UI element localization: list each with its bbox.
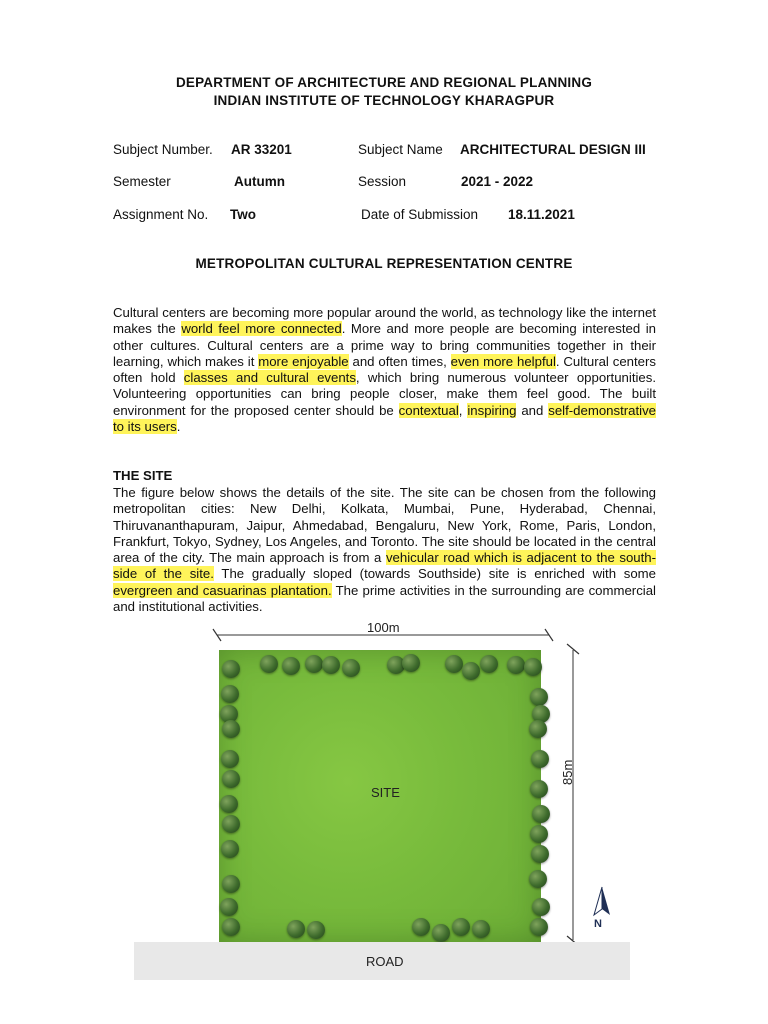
intro-text: .	[176, 419, 181, 435]
tree-icon	[222, 815, 240, 833]
semester-label: Semester	[113, 174, 171, 189]
subject-number-label: Subject Number.	[113, 142, 213, 157]
tree-icon	[220, 795, 238, 813]
north-label: N	[594, 918, 602, 930]
tree-icon	[472, 920, 490, 938]
site-plan-figure	[112, 620, 632, 990]
tree-icon	[222, 660, 240, 678]
intro-highlight: inspiring	[467, 402, 517, 418]
institute-heading: INDIAN INSTITUTE OF TECHNOLOGY KHARAGPUR	[213, 93, 555, 108]
tree-icon	[530, 825, 548, 843]
tree-plantation	[112, 620, 632, 990]
intro-text: Cultural centers are becoming more popular around the world, as technology like the internet makes the	[113, 305, 656, 337]
site-label: SITE	[371, 785, 400, 800]
tree-icon	[432, 924, 450, 942]
tree-icon	[530, 688, 548, 706]
tree-icon	[530, 780, 548, 798]
tree-icon	[307, 921, 325, 939]
tree-icon	[222, 720, 240, 738]
site-paragraph	[113, 485, 656, 615]
intro-text: , which bring numerous volunteer opportunities. Volunteering opportunities can bring people closer, make them feel good. The built environment for the proposed center should be	[113, 370, 656, 418]
depth-dimension-label: 85m	[560, 759, 575, 785]
tree-icon	[529, 870, 547, 888]
submission-value: 18.11.2021	[508, 207, 575, 222]
intro-highlight: even more helpful	[450, 353, 556, 369]
tree-icon	[305, 655, 323, 673]
intro-highlight: contextual	[398, 402, 459, 418]
intro-text: ,	[458, 402, 468, 418]
submission-label: Date of Submission	[361, 207, 479, 222]
intro-highlight: classes and cultural events	[183, 370, 356, 386]
subject-name-label: Subject Name	[358, 142, 443, 157]
tree-icon	[524, 658, 542, 676]
assignment-label: Assignment No.	[113, 207, 209, 222]
tree-icon	[480, 655, 498, 673]
tree-icon	[222, 875, 240, 893]
intro-text: and	[516, 402, 549, 418]
tree-icon	[529, 720, 547, 738]
tree-icon	[221, 840, 239, 858]
tree-icon	[222, 770, 240, 788]
tree-icon	[532, 898, 550, 916]
tree-icon	[531, 845, 549, 863]
tree-icon	[412, 918, 430, 936]
intro-text: and often times,	[348, 353, 451, 369]
assignment-value: Two	[230, 207, 256, 222]
site-highlight: evergreen and casuarinas plantation.	[113, 582, 332, 598]
tree-icon	[507, 656, 525, 674]
intro-highlight: world feel more connected	[181, 321, 342, 337]
department-heading: DEPARTMENT OF ARCHITECTURE AND REGIONAL PLANNING	[175, 75, 593, 90]
tree-icon	[402, 654, 420, 672]
tree-icon	[221, 750, 239, 768]
tree-icon	[287, 920, 305, 938]
intro-paragraph	[113, 305, 656, 435]
intro-highlight: more enjoyable	[258, 353, 349, 369]
intro-text: . Cultural centers often hold	[113, 353, 656, 386]
project-title: METROPOLITAN CULTURAL REPRESENTATION CENTRE	[195, 256, 573, 271]
tree-icon	[260, 655, 278, 673]
road-label: ROAD	[366, 954, 404, 969]
site-heading: THE SITE	[113, 468, 173, 483]
intro-text: . More and more people are becoming interested in other cultures. Cultural centers are a prime way to bring communities together in their learning, which makes it	[113, 321, 656, 369]
tree-icon	[282, 657, 300, 675]
subject-name-value: ARCHITECTURAL DESIGN III	[460, 142, 646, 157]
tree-icon	[452, 918, 470, 936]
width-dimension-label: 100m	[367, 620, 400, 635]
site-text: The prime activities in the surrounding are commercial and institutional activities.	[113, 582, 656, 615]
tree-icon	[221, 685, 239, 703]
tree-icon	[322, 656, 340, 674]
tree-icon	[532, 805, 550, 823]
session-label: Session	[358, 174, 407, 189]
site-text: The gradually sloped (towards Southside) site is enriched with some	[213, 566, 657, 582]
semester-value: Autumn	[234, 174, 285, 189]
site-text: The figure below shows the details of the site. The site can be chosen from the following metropolitan cities: New Delhi, Kolkata, Mumbai, Pune, Hyderabad, Chennai, Thiruvananthapuram, Jaipur, Ahmedabad, Bengaluru, New York, Rome, Paris, London, Frankfurt, Tokyo, Sydney, Los Angeles, and Toronto. The site should be located in the central area of the city. The main approach is from a	[113, 485, 656, 566]
tree-icon	[462, 662, 480, 680]
tree-icon	[530, 918, 548, 936]
tree-icon	[531, 750, 549, 768]
tree-icon	[220, 898, 238, 916]
tree-icon	[342, 659, 360, 677]
tree-icon	[222, 918, 240, 936]
site-highlight: vehicular road which is adjacent to the south-side of the site.	[113, 550, 656, 582]
subject-number-value: AR 33201	[231, 142, 292, 157]
intro-highlight: self-demonstrative to its users	[113, 402, 656, 435]
tree-icon	[445, 655, 463, 673]
session-value: 2021 - 2022	[461, 174, 534, 189]
